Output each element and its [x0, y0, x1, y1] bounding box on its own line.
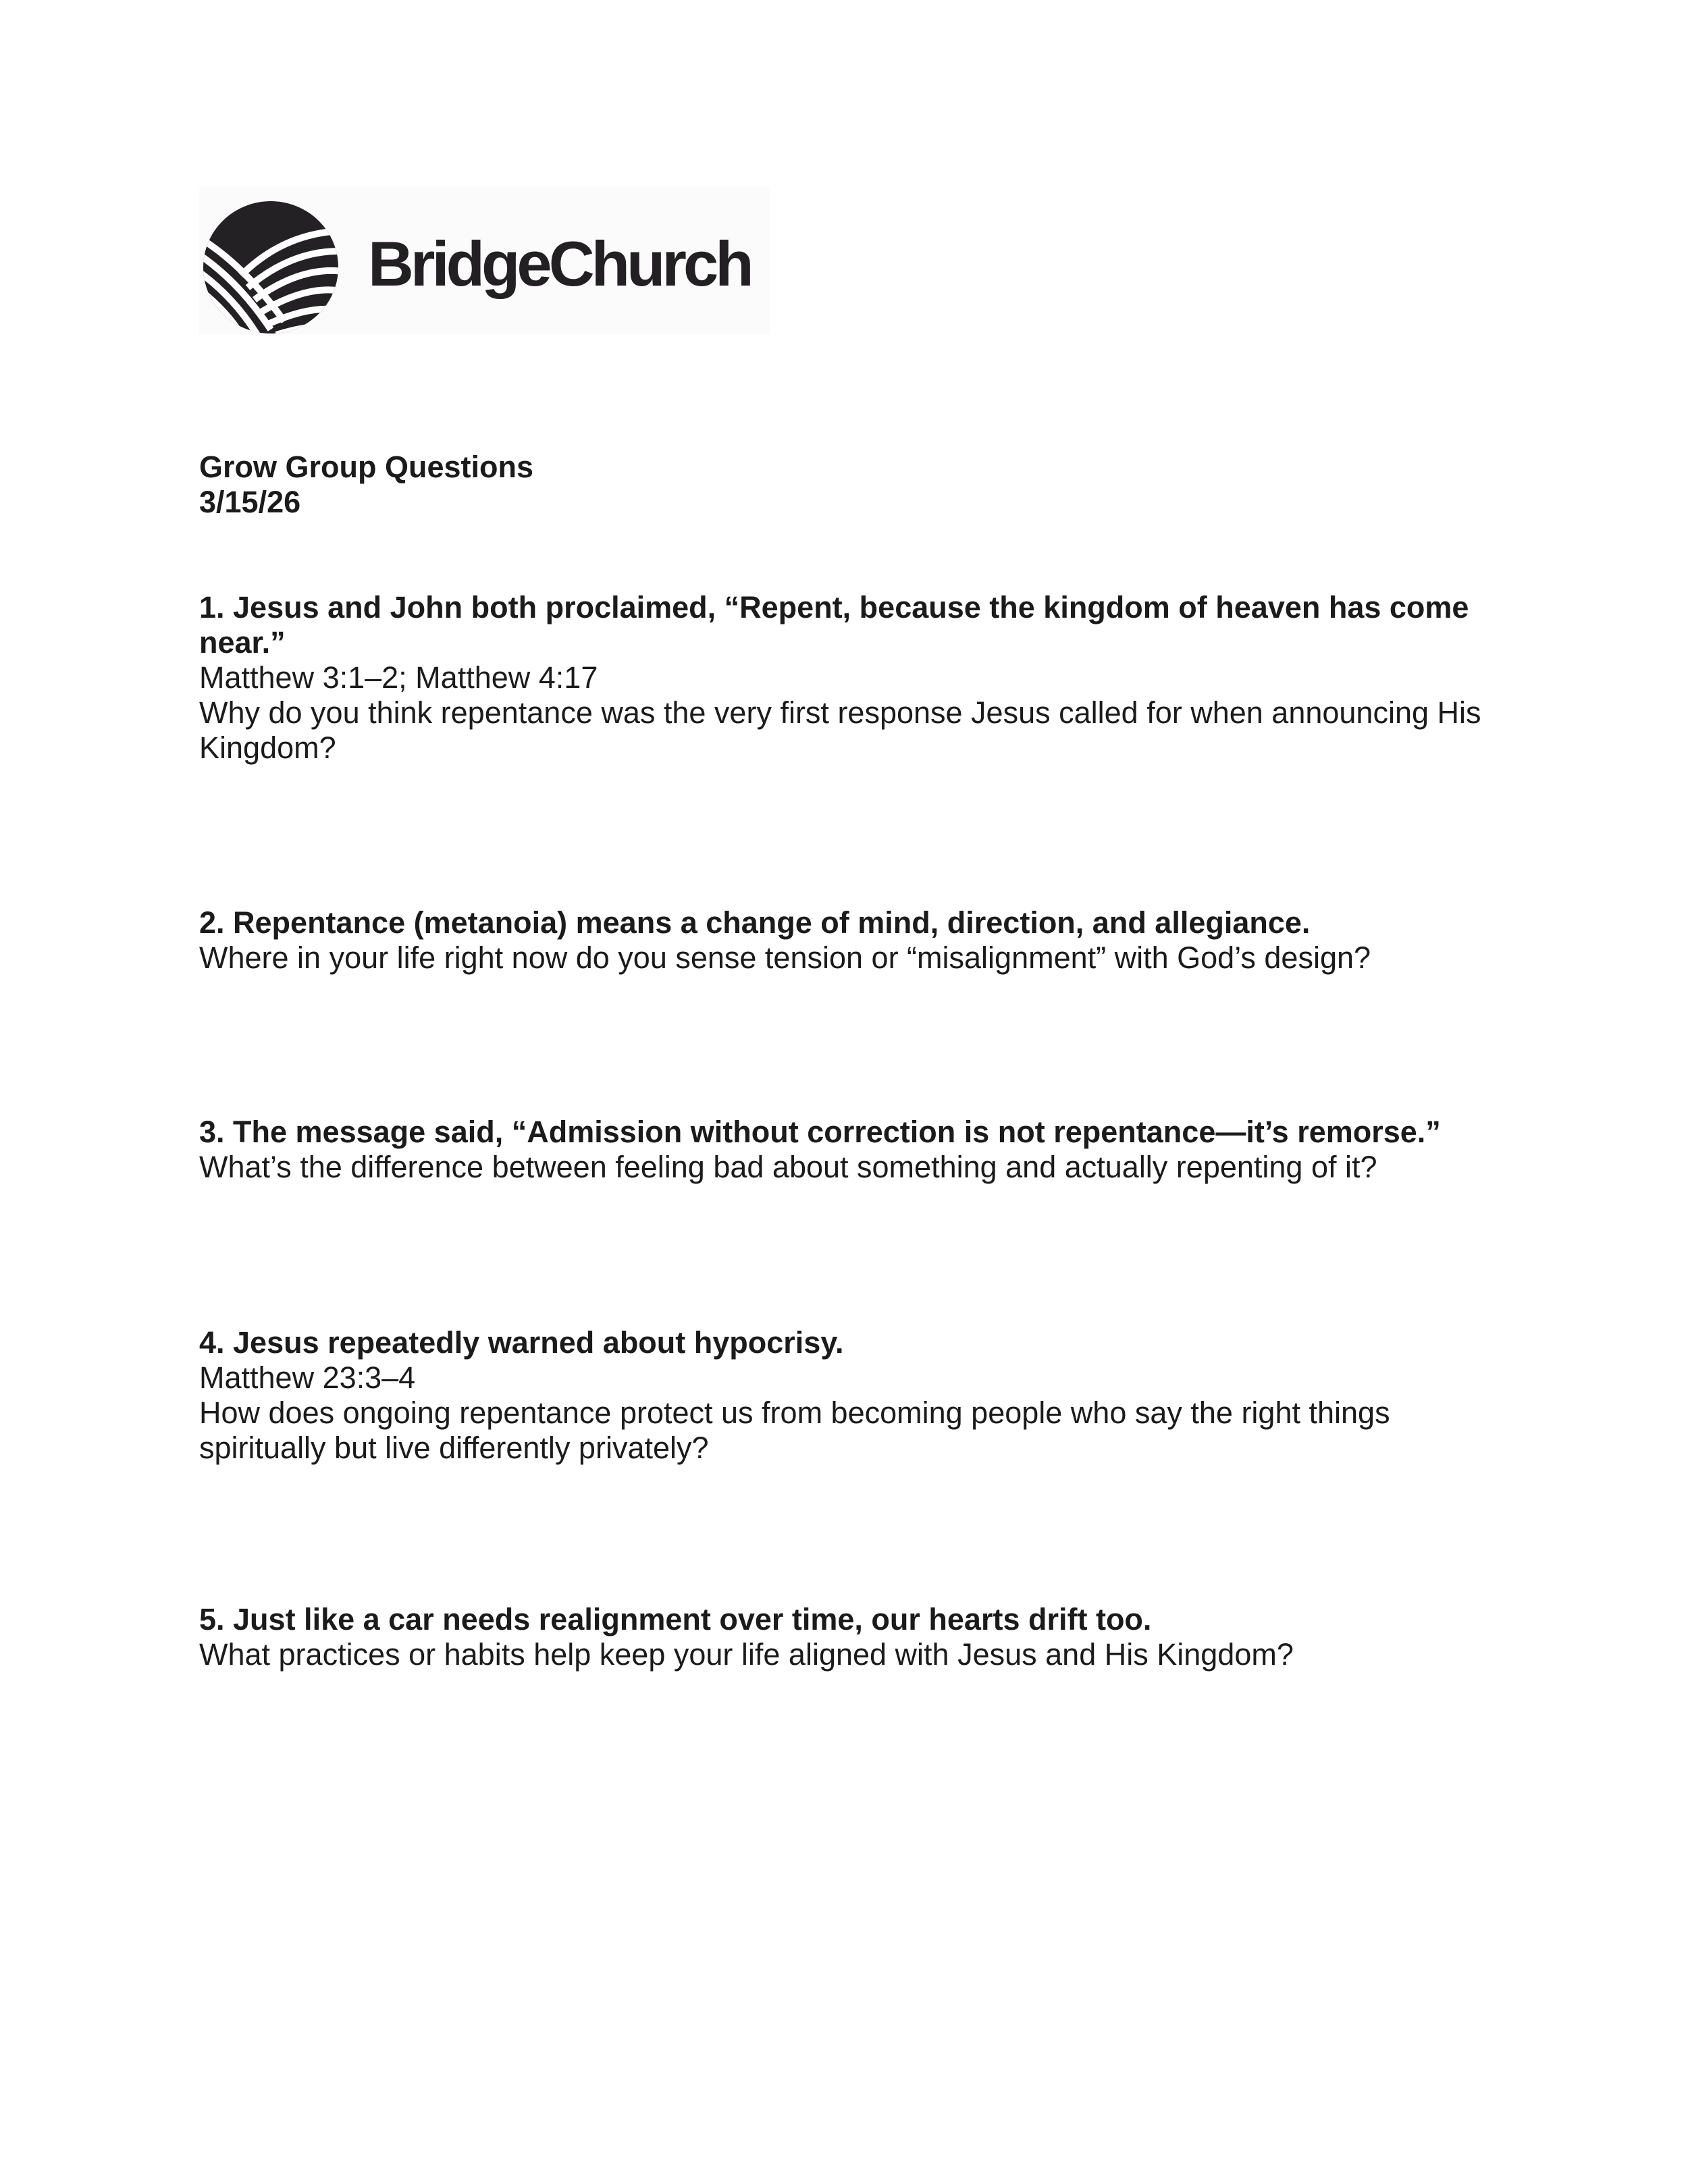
document-header [199, 450, 1490, 520]
question-prompt: 5. Just like a car needs realignment over time, our hearts drift too. [199, 1602, 1152, 1636]
question-block-1 [199, 590, 1490, 766]
doc-title: Grow Group Questions [199, 450, 534, 484]
question-text: Where in your life right now do you sense tension or “misalignment” with God’s design? [199, 940, 1371, 975]
question-prompt: 2. Repentance (metanoia) means a change of mind, direction, and allegiance. [199, 905, 1311, 940]
question-text: Why do you think repentance was the very first response Jesus called for when announcing His Kingdom? [199, 695, 1481, 765]
question-text: What’s the difference between feeling bad about something and actually repenting of it? [199, 1150, 1377, 1184]
doc-date: 3/15/26 [199, 485, 301, 519]
yarn-ball-logo-icon [202, 200, 340, 335]
question-block-4 [199, 1325, 1490, 1466]
question-block-5 [199, 1602, 1490, 1672]
question-text: What practices or habits help keep your life aligned with Jesus and His Kingdom? [199, 1637, 1294, 1672]
brand-logo [199, 186, 770, 334]
scripture-reference: Matthew 3:1–2; Matthew 4:17 [199, 660, 598, 695]
question-prompt: 4. Jesus repeatedly warned about hypocrisy. [199, 1325, 844, 1360]
brand-wordmark: BridgeChurch [368, 228, 751, 299]
question-text: How does ongoing repentance protect us from becoming people who say the right things spiritually but live differently privately? [199, 1395, 1390, 1465]
question-block-3 [199, 1115, 1490, 1185]
question-block-2 [199, 905, 1490, 976]
question-prompt: 1. Jesus and John both proclaimed, “Repent, because the kingdom of heaven has come near.” [199, 590, 1469, 660]
scripture-reference: Matthew 23:3–4 [199, 1360, 416, 1395]
question-prompt: 3. The message said, “Admission without correction is not repentance—it’s remorse.” [199, 1115, 1441, 1149]
